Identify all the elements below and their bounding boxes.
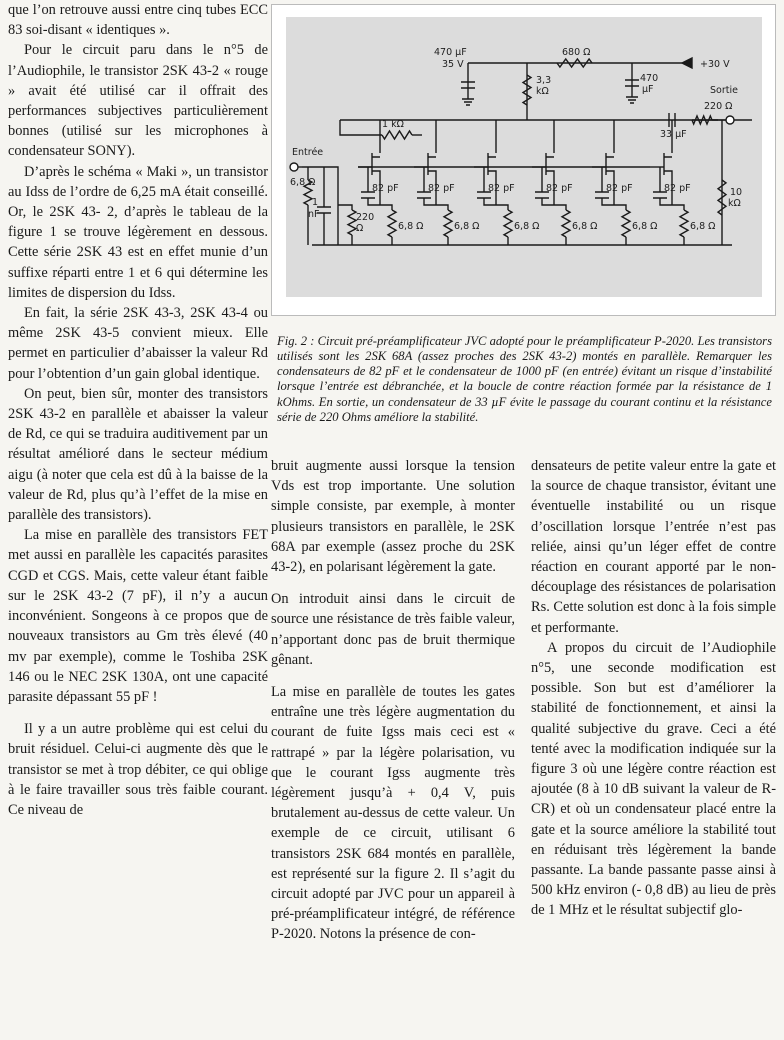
component-label: 1 [312,197,319,208]
component-label: 6,8 Ω [398,221,424,232]
component-label: 82 pF [546,183,573,194]
component-label: kΩ [536,86,549,97]
paragraph: On peut, bien sûr, monter des transistors 2SK 43-2 en parallèle et abaisser la valeur de Rd, ce qui se traduira auditivement par un résultat amélioré dans le secteur médium aigu (à noter que cela est dû à la baisse de la valeur de Rd, plus qu’à l’effet de la mise en parallèle des transistors). [8,385,268,524]
component-label: 82 pF [372,183,399,194]
component-label: Sortie [710,85,738,96]
component-label: 6,8 Ω [514,221,540,232]
paragraph: bruit augmente aussi lorsque la tension Vds est trop importante. Une solution simple consiste, par exemple, à monter plusieurs transistors en parallèle, le 2SK 68A par exemple (assez proche du 2SK 43-2), en polarisant légèrement la gate. [271,458,515,576]
component-label: 33 µF [660,129,687,140]
paragraph: On introduit ainsi dans le circuit de source une résistance de très faible valeur, n’apportant donc pas de bruit thermique gênant. [271,591,515,668]
component-label: 10 [730,187,743,198]
circuit-schematic [272,5,777,317]
output-terminal [726,116,734,124]
component-label: 82 pF [606,183,633,194]
component-label: 470 µF [434,47,467,58]
component-label: 6,8 Ω [690,221,716,232]
component-label: 6,8 Ω [632,221,658,232]
component-label: 470 [640,73,659,84]
component-label: Entrée [292,147,324,158]
text-column-2 [271,456,515,945]
component-label: Ω [356,223,364,234]
paragraph: A propos du circuit de l’Audiophile n°5, une seconde modification est possible. Son but est d’améliorer la stabilité de fonctionnement, et ainsi la qualité subjective du grave. Ceci a été tenté avec la modification indiquée sur la figure 3 où une légère contre réaction est ajoutée (8 à 10 dB suivant la valeur de R-CR) et où un condensateur placé entre la gate et la source améliore la stabilité tout en réduisant très légèrement la bande passante. La bande passante passe ainsi à 500 kHz environ (- 0,8 dB) au lieu de près de 1 MHz et le résultat subjectif glo- [531,639,776,919]
paragraph: En fait, la série 2SK 43-3, 2SK 43-4 ou même 2SK 43-5 convient mieux. Elle permet en particulier d’abaisser la valeur Rd pour l’obtention d’un gain global identique. [8,305,268,382]
input-terminal [290,163,298,171]
text-column-1 [8,0,268,820]
paragraph: La mise en parallèle de toutes les gates entraîne une très légère augmentation du courant de fuite Igss mais ceci est « rattrapé » par la légère polarisation, vu que le courant Igss augmente très légèrement jusqu’à + 0,4 V, puis brutalement au-dessus de cette valeur. Un exemple de ce circuit, utilisant 6 transistors 2SK 684 montés en parallèle, est représenté sur la figure 2. Il s’agit du circuit adopté par JVC pour un appareil à pré-préamplificateur intégré, de référence P-2020. Notons la présence de con- [271,684,515,943]
component-label: 3,3 [536,75,552,86]
component-label: 6,8 Ω [290,177,316,188]
component-label: 680 Ω [562,47,591,58]
component-label: nF [308,209,320,220]
component-label: kΩ [728,198,741,209]
paragraph: Il y a un autre problème qui est celui du bruit résiduel. Celui-ci augmente dès que le transistor se met à trop débiter, ce qui oblige à le faire travailler sous très faible courant. Ce niveau de [8,721,268,818]
component-label: 35 V [442,59,464,70]
paragraph: Pour le circuit paru dans le n°5 de l’Audiophile, le transistor 2SK 43-2 « rouge » avait été utilisé car il offrait des performances subjectives particulièrement bonnes (utilisé sur les microphones à condensateur SONY). [8,42,268,160]
component-label: 82 pF [428,183,455,194]
component-label: 220 [356,212,375,223]
component-label: 6,8 Ω [454,221,480,232]
component-label: µF [642,84,654,95]
component-label: 82 pF [664,183,691,194]
component-label: 1 kΩ [382,119,404,130]
component-label: 6,8 Ω [572,221,598,232]
paragraph: D’après le schéma « Maki », un transistor au Idss de l’ordre de 6,25 mA était conseillé. Or, le 2SK 43- 2, d’après le tableau de la figure 1 se trouve légèrement en dessous. Cette série 2SK 43 est en effet munie d’un suffixe réparti entre 1 et 6 qui détermine les limites de dispersion du Idss. [8,163,268,301]
component-label: +30 V [700,59,730,70]
component-label: 220 Ω [704,101,733,112]
paragraph: densateurs de petite valeur entre la gate et la source de chaque transistor, évitant une éventuelle instabilité ou un risque d’oscillation lorsque l’entrée n’est pas reliée, ainsi qu’un léger effet de contre réaction en courant apporté par le non-découplage des résistances de polarisation Rs. Cette solution est donc à la fois simple et performante. [531,458,777,636]
circuit-figure [271,4,776,316]
paragraph: La mise en parallèle des transistors FET met aussi en parallèle les capacités parasites CGD et CGS. Mais, cette valeur étant faible sur le 2SK 43-2 (7 pF), il n’y a aucun inconvénient. Songeons à ce propos que de nouveaux transistors au Gm très élevé (40 mv par exemple), comme le Toshiba 2SK 146 ou le NEC 2SK 130A, ont une capacité parasite dépassant 55 pF ! [8,527,268,705]
figure-caption: Fig. 2 : Circuit pré-préamplificateur JVC adopté pour le préamplificateur P-2020. Les transistors utilisés sont les 2SK 68A (assez proches des 2SK 43-2) montés en parallèle. Remarquer les condensateurs de 82 pF et le condensateur de 1000 pF (en entrée) évitant un risque d’instabilité lorsque l’entrée est débranchée, et la boucle de contre réaction formée par la résistance de 1 kOhms. En sortie, un condensateur de 33 µF évite le passage du courant continu et la résistance série de 220 Ohms améliore la stabilité. [277,333,772,425]
text-column-3 [531,456,776,921]
component-label: 82 pF [488,183,515,194]
paragraph: que l’on retrouve aussi entre cinq tubes ECC 83 soi-disant « identiques ». [8,2,268,39]
